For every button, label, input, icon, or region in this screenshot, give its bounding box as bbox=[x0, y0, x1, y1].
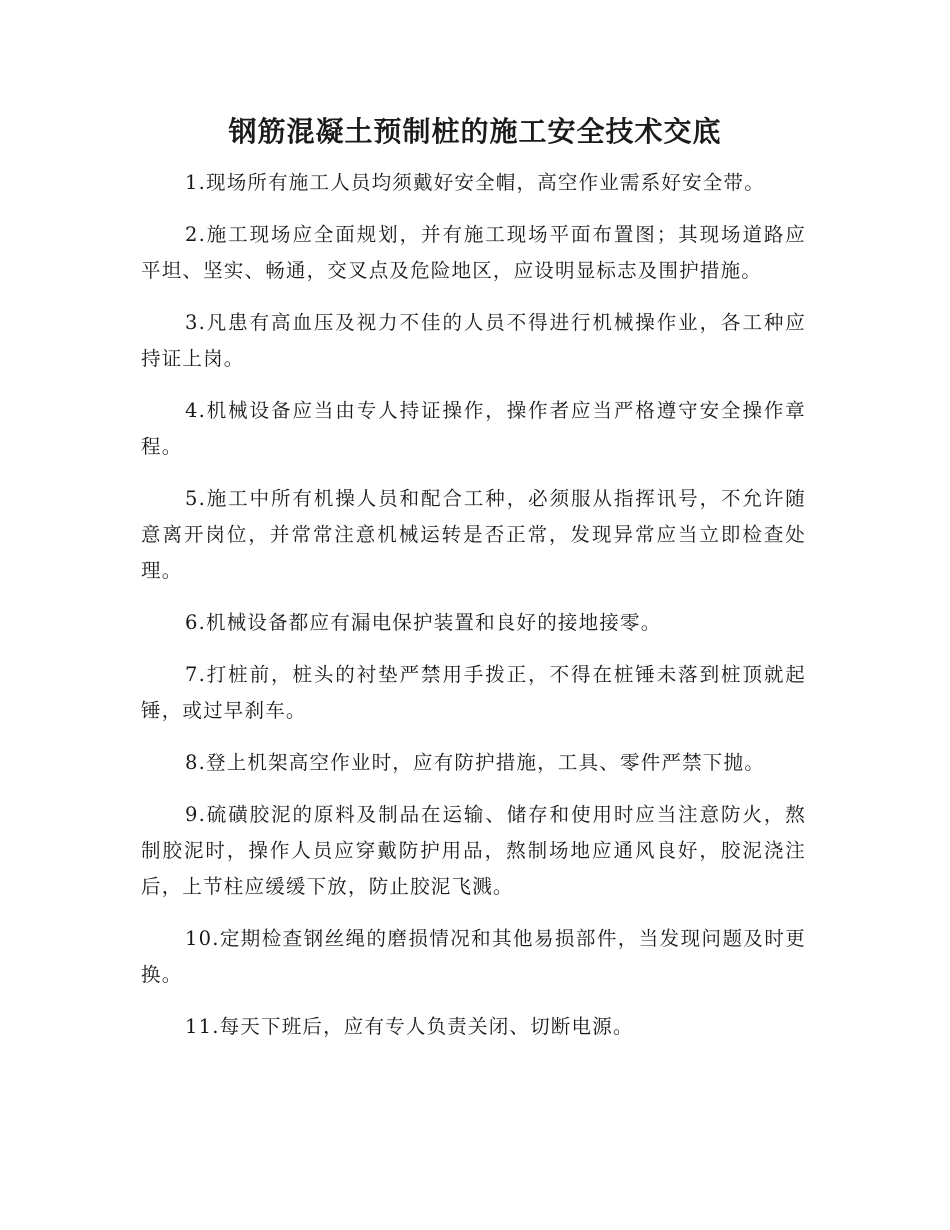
paragraph-11: 11.每天下班后，应有专人负责关闭、切断电源。 bbox=[185, 1015, 634, 1038]
paragraph-1: 1.现场所有施工人员均须戴好安全帽，高空作业需系好安全带。 bbox=[185, 171, 765, 194]
document-title: 钢筋混凝土预制桩的施工安全技术交底 bbox=[228, 115, 722, 148]
paragraph-6: 6.机械设备都应有漏电保护装置和良好的接地接零。 bbox=[185, 611, 662, 634]
paragraph-3: 3.凡患有高血压及视力不佳的人员不得进行机械操作业，各工种应持证上岗。 bbox=[141, 311, 806, 370]
paragraph-8: 8.登上机架高空作业时，应有防护措施，工具、零件严禁下抛。 bbox=[185, 751, 765, 774]
paragraph-7: 7.打桩前，桩头的衬垫严禁用手拨正，不得在桩锤未落到桩顶就起锤，或过早刹车。 bbox=[141, 663, 806, 722]
paragraph-4: 4.机械设备应当由专人持证操作，操作者应当严格遵守安全操作章程。 bbox=[141, 399, 806, 458]
paragraph-2: 2.施工现场应全面规划，并有施工现场平面布置图；其现场道路应平坦、坚实、畅通，交叉点及危险地区，应设明显标志及围护措施。 bbox=[141, 223, 806, 282]
document-body bbox=[141, 165, 806, 1061]
paragraph-9: 9.硫磺胶泥的原料及制品在运输、储存和使用时应当注意防火，熬制胶泥时，操作人员应穿戴防护用品，熬制场地应通风良好，胶泥浇注后，上节柱应缓缓下放，防止胶泥飞溅。 bbox=[141, 803, 806, 898]
paragraph-5: 5.施工中所有机操人员和配合工种，必须服从指挥讯号，不允许随意离开岗位，并常常注意机械运转是否正常，发现异常应当立即检查处理。 bbox=[141, 487, 806, 582]
paragraph-10: 10.定期检查钢丝绳的磨损情况和其他易损部件，当发现问题及时更换。 bbox=[141, 927, 806, 986]
